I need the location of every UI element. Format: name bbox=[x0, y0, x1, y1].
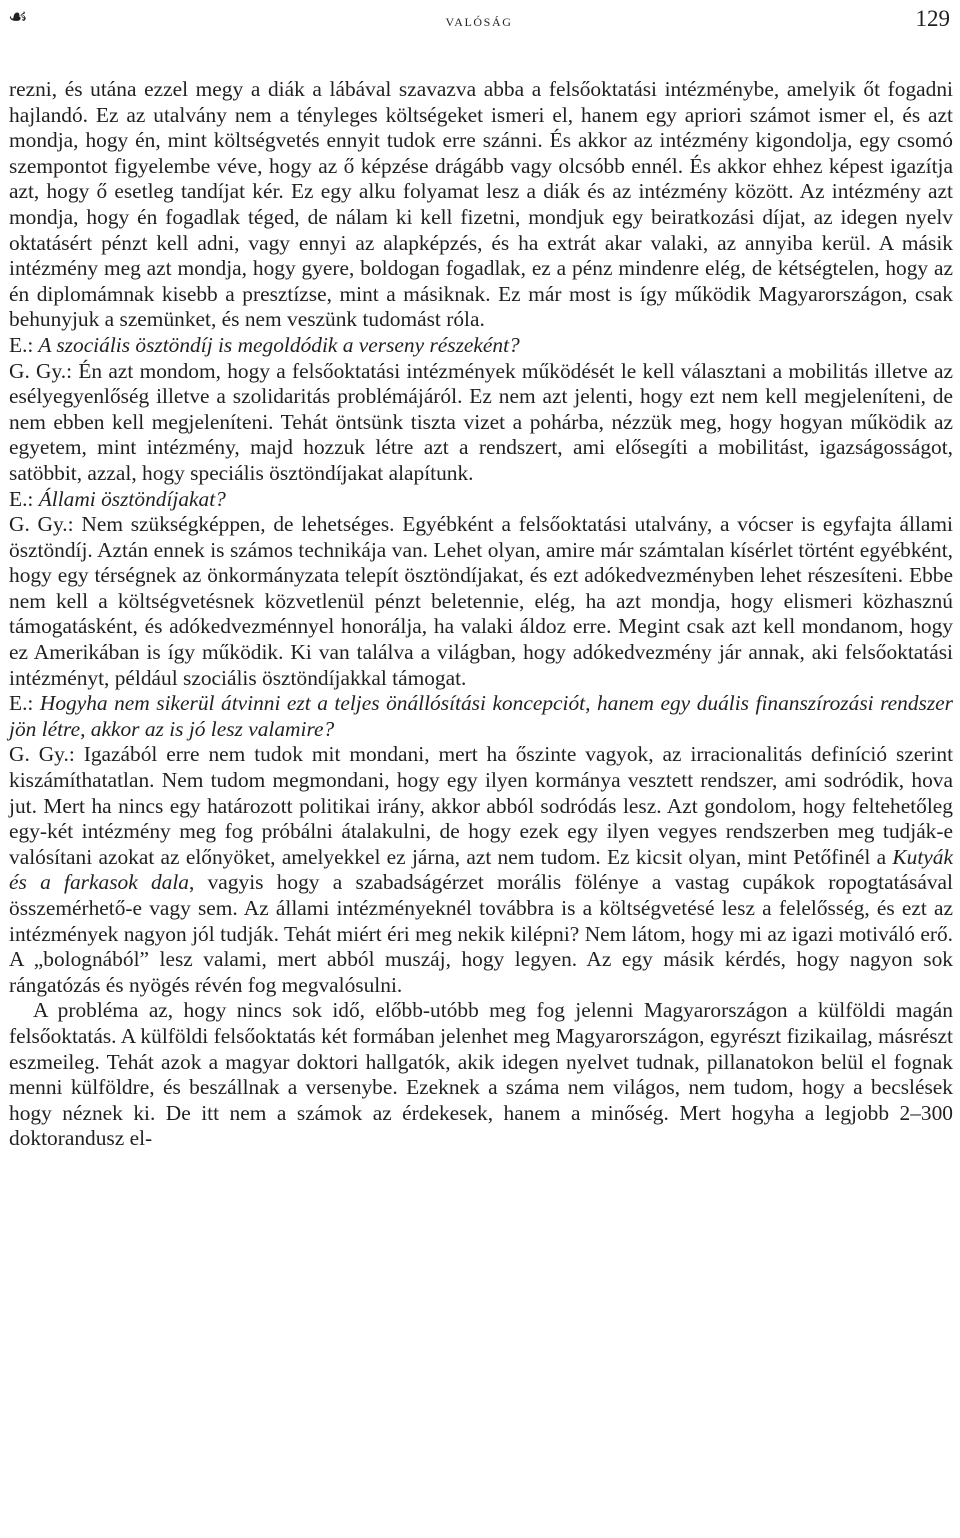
page-number: 129 bbox=[915, 6, 950, 31]
answer-text: Én azt mondom, hogy a felsőoktatási intézmények működését le kell választani a mobilitás illetve az esélyegyenlőség illetve a szolidaritás problémájáról. Ez nem azt jelenti, hogy ezt nem kell megjeleníteni, de nem ebben kell megjeleníteni. Tehát öntsünk tiszta vizet a pohárba, nézzük meg, hogy hogyan működik az egyetem, mint intézmény, majd hozzuk létre azt a rendszert, ami elősegíti a mobilitást, igazságosságot, satöbbit, azzal, hogy speciális ösztöndíjakat alapítunk. bbox=[9, 358, 953, 485]
answer-2 bbox=[9, 512, 953, 691]
fleuron-ornament-icon: ☙ bbox=[8, 4, 28, 29]
answer-text: Nem szükségképpen, de lehetséges. Egyébként a felsőoktatási utalvány, a vócser is egyfajta állami ösztöndíj. Aztán ennek is számos technikája van. Lehet olyan, amire már számtalan kísérlet történt egyébként, hogy egy térségnek az önkormányzata telepít ösztöndíjakat, és ezt adókedvezményben lehet részesíteni. Ebbe nem kell a költségvetésnek közvetlenül pénzt beletennie, elég, ha azt mondja, hogy elismeri közhasznú támogatásként, és adókedvezménnyel honorálja, ha valaki áldoz erre. Megint csak azt kell mondanom, hogy ez Amerikában is így működik. Ki van találva a világban, hogy adókedvezmény jár annak, aki felsőoktatási intézményt, például szociális ösztöndíjakkal támogat. bbox=[9, 512, 953, 690]
speaker-label: E.: bbox=[9, 691, 34, 716]
answer-3 bbox=[9, 742, 953, 998]
poem-title: Kutyák és a farkasok dala bbox=[9, 844, 953, 895]
answer-1 bbox=[9, 359, 953, 487]
question-text: Állami ösztöndíjakat? bbox=[33, 486, 226, 511]
body-text bbox=[9, 77, 953, 1152]
speaker-label: E.: bbox=[9, 332, 34, 357]
question-3 bbox=[9, 691, 953, 742]
answer-text: , vagyis hogy a szabadságérzet morális fölénye a vastag cupákok ropogtatásával összemérhető-e vagy sem. Az állami intézményeknél továbbra is a költségvetésé lesz a felelősség, és ezt az intézmények nagyon jól tudják. Tehát miért éri meg nekik kilépni? Nem látom, hogy mi az igazi motiváló erő. A „bolognából” lesz valami, mert abból muszáj, hogy legyen. Az egy másik kérdés, hogy nagyon sok rángatózás és nyögés révén fog megvalósulni. bbox=[9, 870, 953, 997]
paragraph-continued: rezni, és utána ezzel megy a diák a lábával szavazva abba a felsőoktatási intézménybe, amelyik őt fogadni hajlandó. Ez az utalvány nem a tényleges költségeket ismeri el, hanem egy apriori számot ismer el, és azt mondja, hogy én, mint költségvetés ennyit tudok erre szánni. És akkor az intézmény kigondolja, egy csomó szempontot figyelembe véve, hogy az ő képzése drágább vagy olcsóbb ennél. És akkor ehhez képest igazítja azt, hogy ő esetleg tandíjat kér. Ez egy alku folyamat lesz a diák és az intézmény között. Az intézmény azt mondja, hogy én fogadlak téged, de nálam ki kell fizetni, mondjuk egy beiratkozási díjat, az idegen nyelv oktatásért pénzt kell adni, vagy ennyi az alapképzés, és ha extrát akar valaki, az annyiba kerül. A másik intézmény meg azt mondja, hogy gyere, boldogan fogadlak, ez a pénz mindenre elég, de kétségtelen, hogy az én diplomámnak kisebb a presztízse, mint a másiknak. Ez már most is így működik Magyarországon, csak behunyjuk a szemünket, és nem veszünk tudomást róla. bbox=[9, 77, 953, 332]
page-header bbox=[8, 4, 950, 34]
question-2 bbox=[9, 487, 953, 513]
question-1 bbox=[9, 333, 953, 359]
running-title: valóság bbox=[445, 11, 513, 30]
speaker-label: E.: bbox=[9, 486, 34, 511]
speaker-label: G. Gy.: bbox=[9, 512, 74, 537]
answer-text: Igazából erre nem tudok mit mondani, mert ha őszinte vagyok, az irracionalitás definíció szerint kiszámíthatatlan. Nem tudom megmondani, hogy egy ilyen kormánya vesztett rendszer, ami sodródik, hova jut. Mert ha nincs egy határozott politikai irány, akkor abból sodródás lesz. Azt gondolom, hogy feltehetőleg egy-két intézmény meg fog próbálni átalakulni, de hogy ezek egy ilyen vegyes rendszerben meg tudják-e valósítani azokat az előnyöket, amelyekkel ez járna, azt nem tudom. Ez kicsit olyan, mint Petőfinél a bbox=[9, 742, 954, 869]
paragraph-final: A probléma az, hogy nincs sok idő, előbb-utóbb meg fog jelenni Magyarországon a külföldi magán felsőoktatás. A külföldi felsőoktatás két formában jelenhet meg Magyarországon, egyrészt fizikailag, másrészt eszmeileg. Tehát azok a magyar doktori hallgatók, akik idegen nyelvet tudnak, pillanatokon belül el fognak menni külföldre, és beszállnak a versenybe. Ezeknek a száma nem világos, nem tudom, hogy a becslések hogy néznek ki. De itt nem a számok az érdekesek, hanem a minőség. Mert hogyha a legjobb 2–300 doktorandusz el- bbox=[9, 998, 953, 1151]
speaker-label: G. Gy.: bbox=[9, 358, 73, 383]
question-text: A szociális ösztöndíj is megoldódik a verseny részeként? bbox=[33, 332, 520, 357]
speaker-label: G. Gy.: bbox=[9, 742, 75, 767]
question-text: Hogyha nem sikerül átvinni ezt a teljes önállósítási koncepciót, hanem egy duális finanszírozási rendszer jön létre, akkor az is jó lesz valamire? bbox=[9, 691, 953, 741]
